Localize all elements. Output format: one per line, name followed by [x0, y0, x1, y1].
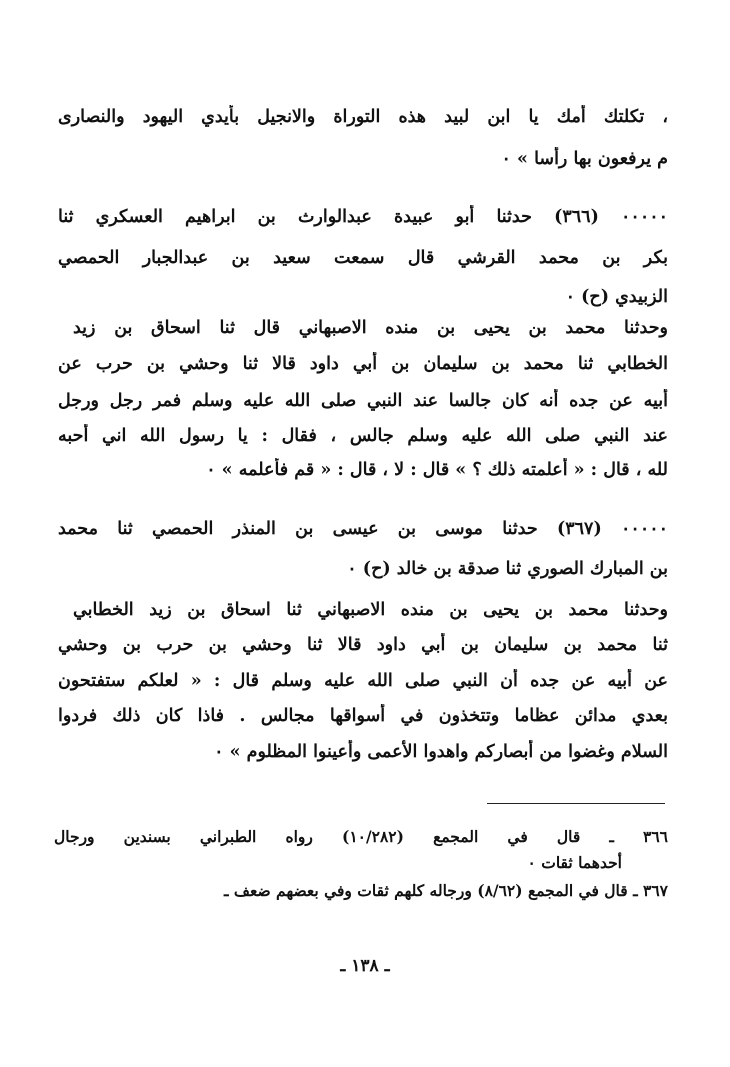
body-line: وحدثنا محمد بن يحيى بن منده الاصبهاني قال ثنا اسحاق بن زيد [73, 318, 668, 338]
body-line: بن المبارك الصوري ثنا صدقة بن خالد (ح) ٠ [347, 559, 668, 579]
body-line: بعدي مدائن عظاما وتتخذون في أسواقها مجالس . فاذا كان ذلك فردوا [58, 706, 668, 726]
body-line: عند النبي صلى الله عليه وسلم جالس ، فقال : يا رسول الله اني أحبه [58, 426, 668, 446]
body-line: ثنا محمد بن سليمان بن أبي داود قالا ثنا وحشي بن حرب بن وحشي [58, 635, 668, 655]
footnote-366: ٣٦٦ ـ قال في المجمع (١٠/٢٨٢) رواه الطبراني بسندين ورجال [54, 827, 668, 846]
body-line: السلام وغضوا من أبصاركم واهدوا الأعمى وأعينوا المظلوم » ٠ [214, 742, 668, 762]
body-line: الزبيدي (ح) ٠ [565, 287, 668, 307]
body-line: بكر بن محمد القرشي قال سمعت سعيد بن عبدالجبار الحمصي [58, 248, 668, 268]
body-line: الخطابي ثنا محمد بن سليمان بن أبي داود قالا ثنا وحشي بن حرب عن [58, 354, 668, 374]
page-number: ـ ١٣٨ ـ [340, 956, 390, 976]
footnote-divider [487, 803, 665, 804]
body-line: لله ، قال : « أعلمته ذلك ؟ » قال : لا ، قال : « قم فأعلمه » ٠ [206, 460, 668, 480]
body-line: ، تكلتك أمك يا ابن لبيد هذه التوراة والانجيل بأيدي اليهود والنصارى [58, 107, 668, 127]
body-line: أبيه عن جده أنه كان جالسا عند النبي صلى الله عليه وسلم فمر رجل ورجل [58, 391, 668, 411]
body-line: وحدثنا محمد بن يحيى بن منده الاصبهاني ثنا اسحاق بن زيد الخطابي [73, 600, 668, 620]
hadith-367-heading: ٠٠٠٠٠ (٣٦٧) حدثنا موسى بن عيسى بن المنذر الحمصي ثنا محمد [58, 519, 668, 539]
hadith-366-heading: ٠٠٠٠٠ (٣٦٦) حدثنا أبو عبيدة عبدالوارث بن ابراهيم العسكري ثنا [58, 207, 668, 227]
footnote-366-continuation: أحدهما ثقات ٠ [527, 853, 622, 872]
footnote-367: ٣٦٧ ـ قال في المجمع (٨/٦٢) ورجاله كلهم ثقات وفي بعضهم ضعف ـ [223, 881, 668, 900]
body-line: م يرفعون بها رأسا » ٠ [501, 149, 668, 169]
body-line: عن أبيه عن جده أن النبي صلى الله عليه وسلم قال : « لعلكم ستفتحون [58, 671, 668, 691]
